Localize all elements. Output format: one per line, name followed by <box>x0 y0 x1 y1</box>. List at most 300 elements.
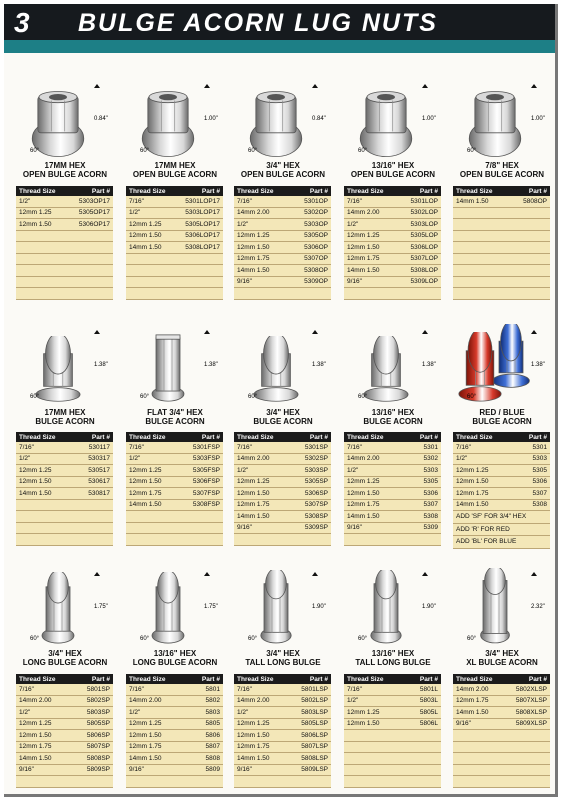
lug-nut-photo <box>256 570 296 646</box>
height-marker-icon <box>531 330 537 334</box>
thread-size-cell: 12mm 1.75 <box>237 743 270 751</box>
table-header <box>234 186 331 196</box>
table-row <box>234 696 331 708</box>
part-number-cell: 5801SP <box>86 685 110 693</box>
thread-size-cell: 7/16" <box>347 685 362 693</box>
table-row <box>234 231 331 243</box>
part-number-cell: 5305 <box>532 466 547 474</box>
height-label: 1.38" <box>94 362 108 368</box>
height-label: 1.75" <box>94 604 108 610</box>
caption-line: OPEN BULGE ACORN <box>459 170 545 179</box>
caption-line: 3/4" HEX <box>266 408 300 417</box>
height-marker-icon <box>94 84 100 88</box>
empty-table-row <box>16 500 113 512</box>
angle-label: 60° <box>358 148 368 154</box>
table-row <box>453 696 550 708</box>
empty-table-row <box>234 534 331 546</box>
part-number-table <box>126 674 223 788</box>
empty-table-row <box>453 219 550 231</box>
table-row <box>344 500 441 512</box>
empty-table-row <box>453 254 550 266</box>
thread-size-cell: 7/16" <box>19 685 34 693</box>
table-row <box>234 465 331 477</box>
height-label: 2.32" <box>531 604 545 610</box>
table-row <box>344 707 441 719</box>
table-row <box>126 208 223 220</box>
table-row <box>16 707 113 719</box>
table-row <box>126 442 223 454</box>
part-number-cell: 5807LSP <box>301 743 328 751</box>
part-number-cell: 5806 <box>205 731 220 739</box>
thread-size-cell: 1/2" <box>19 708 31 716</box>
table-row <box>16 196 113 208</box>
empty-table-row <box>16 534 113 546</box>
part-number-cell: 5303LOP <box>410 220 438 228</box>
empty-table-row <box>126 534 223 546</box>
table-row <box>16 730 113 742</box>
height-marker-icon <box>94 572 100 576</box>
part-number-cell: 5803LSP <box>301 708 328 716</box>
part-number-header: Part # <box>528 675 547 683</box>
caption-line: BULGE ACORN <box>253 417 313 426</box>
part-number-header: Part # <box>419 433 438 441</box>
table-row <box>344 523 441 535</box>
table-row <box>234 254 331 266</box>
thread-size-cell: 7/16" <box>129 685 144 693</box>
part-number-cell: 5308LOP <box>410 266 438 274</box>
empty-table-row <box>453 742 550 754</box>
table-row <box>453 454 550 466</box>
lug-nut-photo <box>362 336 410 404</box>
thread-size-header: Thread Size <box>237 433 274 441</box>
table-row <box>234 684 331 696</box>
thread-size-cell: 1/2" <box>347 697 359 705</box>
part-number-cell: 5306 <box>423 489 438 497</box>
table-header <box>344 186 441 196</box>
thread-size-cell: 7/16" <box>456 443 471 451</box>
table-header <box>344 674 441 684</box>
thread-size-cell: 12mm 1.25 <box>19 466 52 474</box>
table-row <box>16 684 113 696</box>
table-row <box>344 454 441 466</box>
part-number-cell: 5301OP <box>304 197 328 205</box>
thread-size-cell: 12mm 1.50 <box>129 232 162 240</box>
thread-size-cell: 12mm 1.25 <box>347 232 380 240</box>
part-number-header: Part # <box>309 433 328 441</box>
angle-label: 60° <box>30 636 40 642</box>
thread-size-cell: 1/2" <box>456 455 468 463</box>
part-number-cell: 5809SP <box>86 766 110 774</box>
empty-table-row <box>453 231 550 243</box>
caption-line: TALL LONG BULGE <box>355 658 431 667</box>
empty-table-row <box>453 288 550 300</box>
table-row <box>453 477 550 489</box>
part-number-header: Part # <box>91 675 110 683</box>
part-number-cell: 5303OP <box>304 220 328 228</box>
table-header <box>453 186 550 196</box>
angle-label: 60° <box>140 636 150 642</box>
part-number-table <box>16 674 113 788</box>
chrome-lug-nut-image <box>148 572 188 646</box>
thread-size-cell: 12mm 1.25 <box>129 466 162 474</box>
caption-line: BULGE ACORN <box>35 417 95 426</box>
table-row <box>234 523 331 535</box>
thread-size-cell: 14mm 1.50 <box>129 501 162 509</box>
lug-nut-photo <box>475 568 515 646</box>
empty-table-row <box>453 776 550 788</box>
thread-size-cell: 12mm 1.75 <box>347 255 380 263</box>
thread-size-cell: 1/2" <box>19 197 31 205</box>
caption-line: 13/16" HEX <box>153 649 197 658</box>
height-marker-icon <box>204 84 210 88</box>
table-row <box>344 465 441 477</box>
thread-size-cell: 14mm 1.50 <box>456 708 489 716</box>
thread-size-cell: 7/16" <box>129 443 144 451</box>
table-row <box>126 477 223 489</box>
height-marker-icon <box>312 572 318 576</box>
part-number-cell: 530817 <box>88 489 110 497</box>
table-row <box>16 753 113 765</box>
table-row <box>16 442 113 454</box>
thread-size-cell: 1/2" <box>129 455 141 463</box>
part-number-cell: 530617 <box>88 478 110 486</box>
table-row <box>234 477 331 489</box>
part-number-table <box>344 186 441 300</box>
part-number-cell: 5302 <box>423 455 438 463</box>
table-note: ADD 'SF' FOR 3/4" HEX <box>453 511 550 524</box>
chrome-lug-nut-image <box>34 336 82 404</box>
lug-nut-photo <box>34 336 82 404</box>
table-row <box>344 208 441 220</box>
table-row <box>16 765 113 777</box>
empty-table-row <box>344 534 441 546</box>
height-label: 0.84" <box>94 116 108 122</box>
table-row <box>126 753 223 765</box>
part-number-header: Part # <box>91 433 110 441</box>
part-number-table <box>344 674 441 788</box>
table-row <box>234 208 331 220</box>
angle-label: 60° <box>140 394 150 400</box>
table-row <box>453 500 550 512</box>
height-label: 1.00" <box>422 116 436 122</box>
thread-size-cell: 12mm 1.25 <box>129 720 162 728</box>
part-number-cell: 5803 <box>205 708 220 716</box>
thread-size-cell: 1/2" <box>237 466 249 474</box>
empty-table-row <box>126 523 223 535</box>
part-number-cell: 5305OP <box>304 232 328 240</box>
caption-line: 13/16" HEX <box>371 161 415 170</box>
thread-size-cell: 14mm 1.50 <box>19 489 52 497</box>
part-number-table <box>234 186 331 300</box>
thread-size-cell: 14mm 1.50 <box>237 266 270 274</box>
table-row <box>453 465 550 477</box>
table-row <box>16 477 113 489</box>
angle-label: 60° <box>30 148 40 154</box>
part-number-cell: 5309SP <box>304 524 328 532</box>
table-row <box>126 242 223 254</box>
table-row <box>16 219 113 231</box>
table-row <box>344 511 441 523</box>
lug-nut-photo <box>38 572 78 646</box>
part-number-table <box>234 432 331 546</box>
part-number-cell: 5802LSP <box>301 697 328 705</box>
table-row <box>453 719 550 731</box>
header-stripe <box>4 40 555 53</box>
empty-table-row <box>16 242 113 254</box>
thread-size-cell: 1/2" <box>237 220 249 228</box>
table-row <box>453 488 550 500</box>
caption-line: OPEN BULGE ACORN <box>350 170 436 179</box>
part-number-cell: 5309LOP <box>410 278 438 286</box>
part-number-header: Part # <box>309 187 328 195</box>
caption-line: 13/16" HEX <box>371 408 415 417</box>
thread-size-cell: 14mm 2.00 <box>237 209 270 217</box>
chrome-lug-nut-image <box>475 568 515 646</box>
part-number-cell: 5809XLSP <box>515 720 547 728</box>
part-number-cell: 530117 <box>88 443 110 451</box>
part-number-cell: 5301 <box>532 443 547 451</box>
thread-size-cell: 14mm 1.50 <box>456 501 489 509</box>
part-number-cell: 5806LSP <box>301 731 328 739</box>
height-marker-icon <box>204 330 210 334</box>
table-header <box>126 186 223 196</box>
thread-size-cell: 12mm 1.25 <box>19 720 52 728</box>
part-number-header: Part # <box>91 187 110 195</box>
empty-table-row <box>16 511 113 523</box>
table-row <box>126 765 223 777</box>
thread-size-cell: 1/2" <box>347 466 359 474</box>
empty-table-row <box>234 288 331 300</box>
part-number-cell: 5805SP <box>86 720 110 728</box>
section-number: 3 <box>14 7 30 38</box>
empty-table-row <box>344 776 441 788</box>
height-label: 0.84" <box>312 116 326 122</box>
part-number-table <box>16 432 113 546</box>
part-number-cell: 5305OP17 <box>78 209 110 217</box>
page-header <box>4 4 555 40</box>
lug-nut-photo <box>252 336 300 404</box>
product-caption <box>228 649 338 667</box>
caption-line: 17MM HEX <box>154 161 196 170</box>
part-number-cell: 5801 <box>205 685 220 693</box>
part-number-cell: 5308 <box>532 501 547 509</box>
table-header <box>16 432 113 442</box>
empty-table-row <box>453 265 550 277</box>
part-number-cell: 5306OP17 <box>78 220 110 228</box>
thread-size-cell: 12mm 1.50 <box>347 720 380 728</box>
thread-size-cell: 14mm 1.50 <box>347 512 380 520</box>
thread-size-header: Thread Size <box>347 433 384 441</box>
table-row <box>234 488 331 500</box>
table-note: ADD 'R' FOR RED <box>453 524 550 537</box>
thread-size-cell: 12mm 1.25 <box>237 478 270 486</box>
thread-size-cell: 12mm 1.25 <box>237 232 270 240</box>
table-row <box>234 742 331 754</box>
part-number-cell: 5301FSP <box>192 443 220 451</box>
table-row <box>234 242 331 254</box>
part-number-cell: 5801LSP <box>301 685 328 693</box>
angle-label: 60° <box>248 148 258 154</box>
thread-size-cell: 12mm 1.75 <box>456 697 489 705</box>
product-caption <box>228 161 338 179</box>
caption-line: OPEN BULGE ACORN <box>240 170 326 179</box>
thread-size-cell: 7/16" <box>237 443 252 451</box>
table-row <box>16 208 113 220</box>
empty-table-row <box>344 742 441 754</box>
part-number-cell: 5307 <box>423 501 438 509</box>
angle-label: 60° <box>140 148 150 154</box>
part-number-cell: 5306OP <box>304 243 328 251</box>
thread-size-cell: 9/16" <box>347 278 362 286</box>
table-row <box>344 477 441 489</box>
part-number-cell: 5808SP <box>86 754 110 762</box>
part-number-cell: 5301LOP <box>410 197 438 205</box>
part-number-table <box>234 674 331 788</box>
chrome-lug-nut-image <box>38 572 78 646</box>
part-number-cell: 5306FSP <box>192 478 220 486</box>
table-row <box>344 219 441 231</box>
thread-size-cell: 12mm 1.25 <box>347 478 380 486</box>
table-row <box>126 219 223 231</box>
lug-nut-photo <box>457 324 533 404</box>
part-number-cell: 5807SP <box>86 743 110 751</box>
empty-table-row <box>126 265 223 277</box>
empty-table-row <box>453 765 550 777</box>
caption-line: 17MM HEX <box>44 161 86 170</box>
height-label: 1.38" <box>312 362 326 368</box>
caption-line: XL BULGE ACORN <box>466 658 538 667</box>
table-row <box>16 719 113 731</box>
table-row <box>453 196 550 208</box>
part-number-cell: 530317 <box>88 455 110 463</box>
table-row <box>453 707 550 719</box>
part-number-cell: 5805L <box>419 708 438 716</box>
thread-size-cell: 12mm 1.75 <box>129 489 162 497</box>
part-number-cell: 5808OP <box>523 197 547 205</box>
product-caption <box>338 161 448 179</box>
thread-size-cell: 14mm 1.50 <box>129 754 162 762</box>
table-row <box>16 454 113 466</box>
thread-size-cell: 12mm 1.50 <box>456 478 489 486</box>
empty-table-row <box>126 776 223 788</box>
product-caption <box>120 161 230 179</box>
empty-table-row <box>344 765 441 777</box>
thread-size-header: Thread Size <box>129 675 166 683</box>
thread-size-cell: 12mm 1.50 <box>19 478 52 486</box>
table-row <box>453 684 550 696</box>
empty-table-row <box>16 254 113 266</box>
part-number-cell: 5307 <box>532 489 547 497</box>
height-label: 1.38" <box>204 362 218 368</box>
height-marker-icon <box>94 330 100 334</box>
table-header <box>453 674 550 684</box>
part-number-cell: 5305LOP17 <box>185 220 220 228</box>
thread-size-cell: 12mm 1.75 <box>347 501 380 509</box>
height-marker-icon <box>422 330 428 334</box>
thread-size-cell: 14mm 2.00 <box>456 685 489 693</box>
thread-size-cell: 7/16" <box>347 443 362 451</box>
height-marker-icon <box>312 84 318 88</box>
table-row <box>234 277 331 289</box>
part-number-cell: 5805LSP <box>301 720 328 728</box>
caption-line: 3/4" HEX <box>485 649 519 658</box>
angle-label: 60° <box>467 148 477 154</box>
thread-size-cell: 9/16" <box>129 766 144 774</box>
caption-line: LONG BULGE ACORN <box>22 658 108 667</box>
product-caption <box>338 649 448 667</box>
part-number-cell: 5308 <box>423 512 438 520</box>
caption-line: OPEN BULGE ACORN <box>22 170 108 179</box>
table-header <box>16 186 113 196</box>
part-number-cell: 5306SP <box>304 489 328 497</box>
lug-nut-photo <box>148 332 188 404</box>
table-row <box>234 454 331 466</box>
caption-line: BULGE ACORN <box>363 417 423 426</box>
caption-line: FLAT 3/4" HEX <box>147 408 203 417</box>
table-row <box>126 500 223 512</box>
chrome-lug-nut-image <box>148 332 188 404</box>
part-number-cell: 5808XLSP <box>515 708 547 716</box>
part-number-cell: 5309OP <box>304 278 328 286</box>
thread-size-cell: 1/2" <box>347 220 359 228</box>
table-row <box>234 500 331 512</box>
empty-table-row <box>16 277 113 289</box>
lug-nut-photo <box>366 570 406 646</box>
empty-table-row <box>344 288 441 300</box>
empty-table-row <box>453 242 550 254</box>
part-number-cell: 5807 <box>205 743 220 751</box>
part-number-header: Part # <box>201 675 220 683</box>
red-lug-nut-image <box>457 332 503 404</box>
thread-size-cell: 12mm 1.50 <box>237 243 270 251</box>
part-number-table <box>453 432 550 549</box>
height-label: 1.90" <box>422 604 436 610</box>
part-number-table <box>344 432 441 546</box>
part-number-cell: 5808LSP <box>301 754 328 762</box>
thread-size-cell: 9/16" <box>347 524 362 532</box>
caption-line: RED / BLUE <box>479 408 525 417</box>
empty-table-row <box>453 753 550 765</box>
table-note: ADD 'BL' FOR BLUE <box>453 536 550 549</box>
part-number-cell: 5305 <box>423 478 438 486</box>
thread-size-cell: 12mm 1.25 <box>237 720 270 728</box>
chrome-lug-nut-image <box>256 570 296 646</box>
thread-size-header: Thread Size <box>456 675 493 683</box>
thread-size-cell: 1/2" <box>19 455 31 463</box>
table-row <box>234 442 331 454</box>
product-caption <box>447 408 557 426</box>
thread-size-cell: 12mm 1.75 <box>237 255 270 263</box>
height-label: 1.38" <box>531 362 545 368</box>
table-row <box>344 242 441 254</box>
product-caption <box>228 408 338 426</box>
empty-table-row <box>126 277 223 289</box>
part-number-cell: 5302SP <box>304 455 328 463</box>
part-number-cell: 5307SP <box>304 501 328 509</box>
thread-size-cell: 7/16" <box>347 197 362 205</box>
table-row <box>126 465 223 477</box>
caption-line: TALL LONG BULGE <box>245 658 321 667</box>
thread-size-cell: 12mm 1.50 <box>129 478 162 486</box>
part-number-cell: 5305FSP <box>192 466 220 474</box>
thread-size-cell: 7/16" <box>129 197 144 205</box>
table-row <box>234 765 331 777</box>
caption-line: BULGE ACORN <box>472 417 532 426</box>
table-header <box>126 674 223 684</box>
part-number-cell: 5301 <box>423 443 438 451</box>
table-row <box>234 196 331 208</box>
part-number-cell: 5301LOP17 <box>185 197 220 205</box>
